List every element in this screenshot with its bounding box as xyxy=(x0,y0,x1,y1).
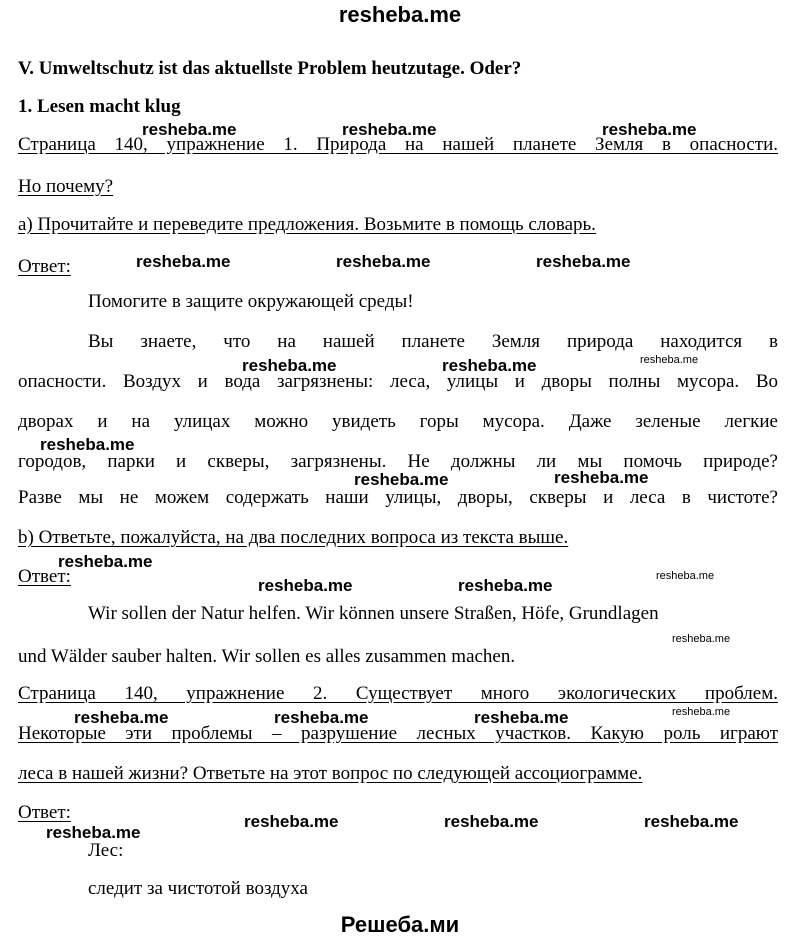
watermark-small: resheba.me xyxy=(656,570,715,582)
watermark-small: resheba.me xyxy=(672,633,731,645)
watermark-small: resheba.me xyxy=(640,354,699,366)
watermark: resheba.me xyxy=(40,435,135,454)
ex1-task-line-1: Страница 140, упражнение 1. Природа на нашей планете Земля в опасности. xyxy=(18,134,778,155)
watermark: resheba.me xyxy=(244,812,339,831)
ex1-text-line-3: опасности. Воздух и вода загрязнены: леса, улицы и дворы полны мусора. Во xyxy=(18,371,778,392)
watermark: resheba.me xyxy=(554,468,649,487)
ex2-answer-label: Ответ: xyxy=(18,802,71,823)
watermark-small: resheba.me xyxy=(672,706,731,718)
watermark: resheba.me xyxy=(242,356,337,375)
ex1-text-line-2: Вы знаете, что на нашей планете Земля природа находится в xyxy=(88,331,778,352)
ex1-text-line-5: городов, парки и скверы, загрязнены. Не должны ли мы помочь природе? xyxy=(18,451,778,472)
ex2-task-line-2: Некоторые эти проблемы – разрушение лесных участков. Какую роль играют xyxy=(18,723,778,744)
watermark: resheba.me xyxy=(74,708,169,727)
watermark: resheba.me xyxy=(58,552,153,571)
watermark: resheba.me xyxy=(536,252,631,271)
watermark: resheba.me xyxy=(46,823,141,842)
watermark: resheba.me xyxy=(274,708,369,727)
site-header-watermark: resheba.me xyxy=(338,2,462,27)
watermark: resheba.me xyxy=(136,252,231,271)
ex2-line-2: следит за чистотой воздуха xyxy=(88,878,308,899)
watermark: resheba.me xyxy=(644,812,739,831)
ex1-answer-b-line-1: Wir sollen der Natur helfen. Wir können unsere Straßen, Höfe, Grundlagen xyxy=(88,603,659,624)
watermark: resheba.me xyxy=(142,120,237,139)
ex1-task-line-2: Но почему? xyxy=(18,176,114,197)
ex2-line-1: Лес: xyxy=(88,840,124,861)
ex1-answer-b-label: Ответ: xyxy=(18,566,71,587)
watermark: resheba.me xyxy=(336,252,431,271)
subsection-title: 1. Lesen macht klug xyxy=(18,96,181,117)
ex1-text-line-6: Разве мы не можем содержать наши улицы, дворы, скверы и леса в чистоте? xyxy=(18,487,778,508)
watermark: resheba.me xyxy=(444,812,539,831)
site-footer: Решеба.ми xyxy=(340,912,460,937)
ex1-text-line-4: дворах и на улицах можно увидеть горы мусора. Даже зеленые легкие xyxy=(18,411,778,432)
watermark: resheba.me xyxy=(354,470,449,489)
watermark: resheba.me xyxy=(458,576,553,595)
ex1-answer-b-line-2: und Wälder sauber halten. Wir sollen es alles zusammen machen. xyxy=(18,646,516,667)
ex1-part-b: b) Ответьте, пожалуйста, на два последних вопроса из текста выше. xyxy=(18,527,569,548)
watermark: resheba.me xyxy=(258,576,353,595)
section-title: V. Umweltschutz ist das aktuellste Problem heutzutage. Oder? xyxy=(18,58,522,79)
watermark: resheba.me xyxy=(442,356,537,375)
ex1-answer-label: Ответ: xyxy=(18,256,71,277)
watermark: resheba.me xyxy=(602,120,697,139)
ex2-task-line-3: леса в нашей жизни? Ответьте на этот вопрос по следующей ассоциограмме. xyxy=(18,763,643,784)
ex2-task-line-1: Страница 140, упражнение 2. Существует много экологических проблем. xyxy=(18,683,778,704)
watermark: resheba.me xyxy=(342,120,437,139)
watermark: resheba.me xyxy=(474,708,569,727)
ex1-text-line-1: Помогите в защите окружающей среды! xyxy=(88,291,414,312)
ex1-part-a: а) Прочитайте и переведите предложения. Возьмите в помощь словарь. xyxy=(18,214,596,235)
